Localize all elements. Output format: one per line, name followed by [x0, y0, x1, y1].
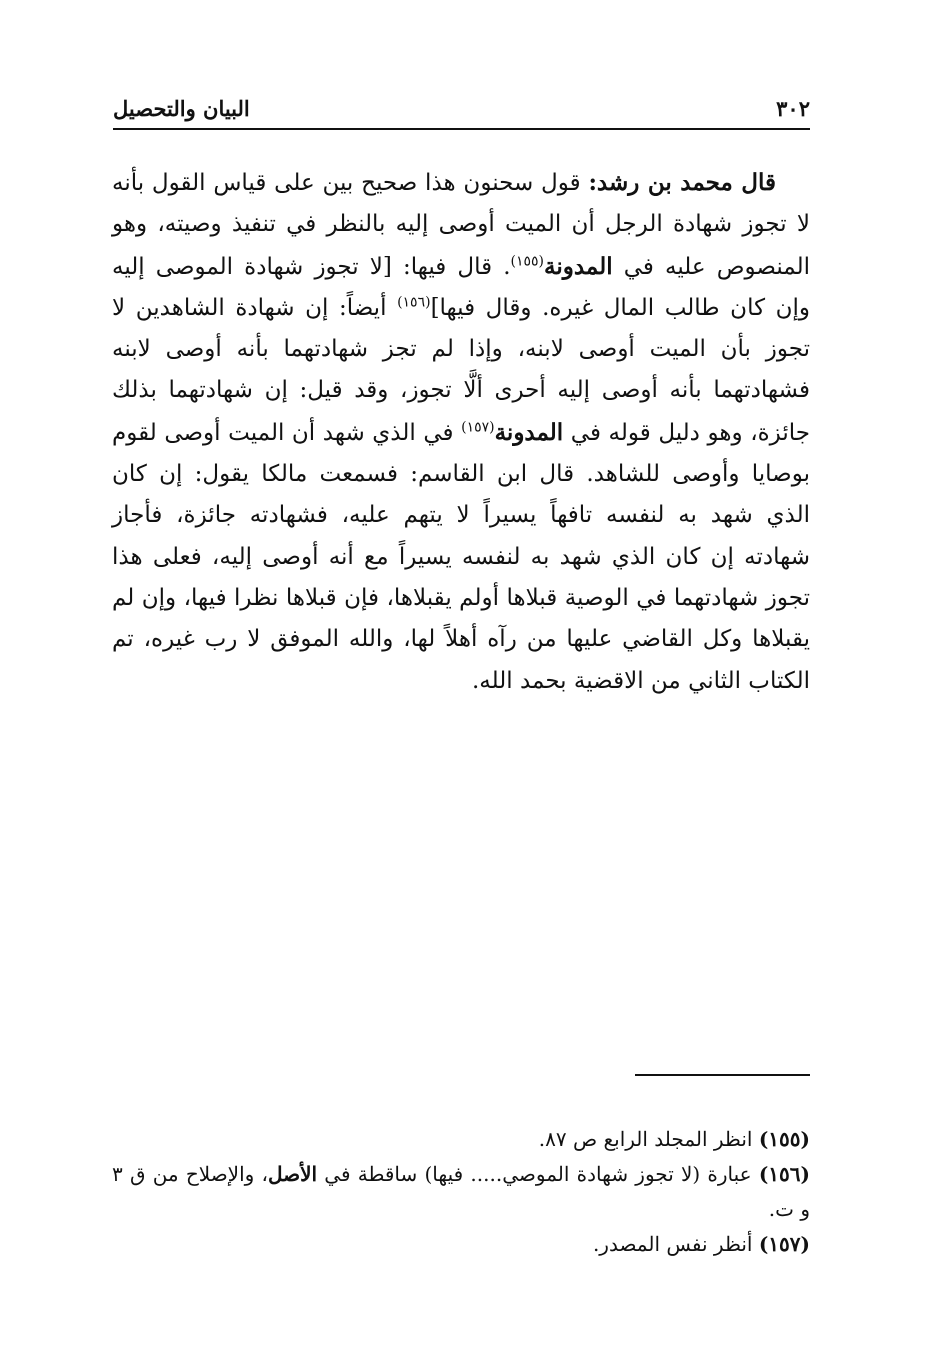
- paragraph-segment-4: في الذي شهد أن الميت أوصى لقوم بوصايا وأوصى للشاهد. قال ابن القاسم: فسمعت مالكا يقول: إن كان الذي شهد به لنفسه تافهاً يسيراً لا يتهم عليه، فشهادته جائزة، فأجاز شهادته إن كان الذي شهد به لنفسه يسيراً مع أنه أوصى إليه، فعلى هذا تجوز شهادتهما في الوصية قبلاها أولم يقبلاها، فإن قبلاها نظرا فيها، وإن لم يقبلاها وكل القاضي عليها من رآه أهلاً لها، والله الموفق لا رب غيره، تم الكتاب الثاني من الاقضية بحمد الله.: [112, 419, 810, 694]
- footnote-separator: [635, 1074, 810, 1076]
- paragraph-lead: قال محمد بن رشد:: [588, 169, 776, 196]
- footnote-155: [112, 1122, 810, 1157]
- footnote-number: (١٥٦): [758, 1162, 810, 1186]
- paragraph-segment-2: . قال فيها: [لا تجوز شهادة الموصى إليه وإن كان طالب المال غيره. وقال فيها]: [112, 253, 811, 321]
- footnote-bold-word: الأصل: [267, 1162, 318, 1186]
- footnote-number: (١٥٥): [758, 1127, 810, 1151]
- reference-word-2: المدونة: [494, 418, 564, 446]
- footnote-text: أنظر نفس المصدر.: [592, 1232, 759, 1256]
- footnote-157: [112, 1227, 810, 1262]
- page-header: [113, 94, 810, 130]
- main-paragraph: [112, 162, 810, 702]
- reference-word-1: المدونة: [544, 252, 613, 280]
- page-number: ٣٠٢: [776, 96, 810, 121]
- paragraph-segment-1: قول سحنون هذا صحيح بين على قياس القول بأنه لا تجوز شهادة الرجل أن الميت أوصى إليه بالنظر في تنفيذ وصيته، وهو المنصوص عليه في: [112, 170, 810, 280]
- footnote-number: (١٥٧): [758, 1232, 810, 1256]
- footnote-marker-156[interactable]: (١٥٦): [397, 294, 431, 311]
- footnote-text: عبارة (لا تجوز شهادة الموصي..... فيها) ساقطة في: [317, 1162, 759, 1186]
- footnote-156: [112, 1157, 810, 1227]
- footnote-text: انظر المجلد الرابع ص ٨٧.: [538, 1127, 759, 1151]
- paragraph-segment-3: أيضاً: إن شهادة الشاهدين لا تجوز بأن الميت أوصى لابنه، وإذا لم تجز شهادتهما بأنه أوصى لابنه فشهادتهما بأنه أوصى إليه أحرى ألَّا تجوز، وقد قيل: إن شهادتهما بذلك جائزة، وهو دليل قوله في: [112, 294, 810, 446]
- footnote-text-continued: ، والإصلاح من ق ٣ و ت.: [112, 1162, 810, 1221]
- running-title: البيان والتحصيل: [113, 96, 250, 121]
- footnote-marker-155[interactable]: (١٥٥): [510, 252, 545, 269]
- footnotes: [112, 1122, 810, 1262]
- footnote-marker-157[interactable]: (١٥٧): [461, 419, 495, 436]
